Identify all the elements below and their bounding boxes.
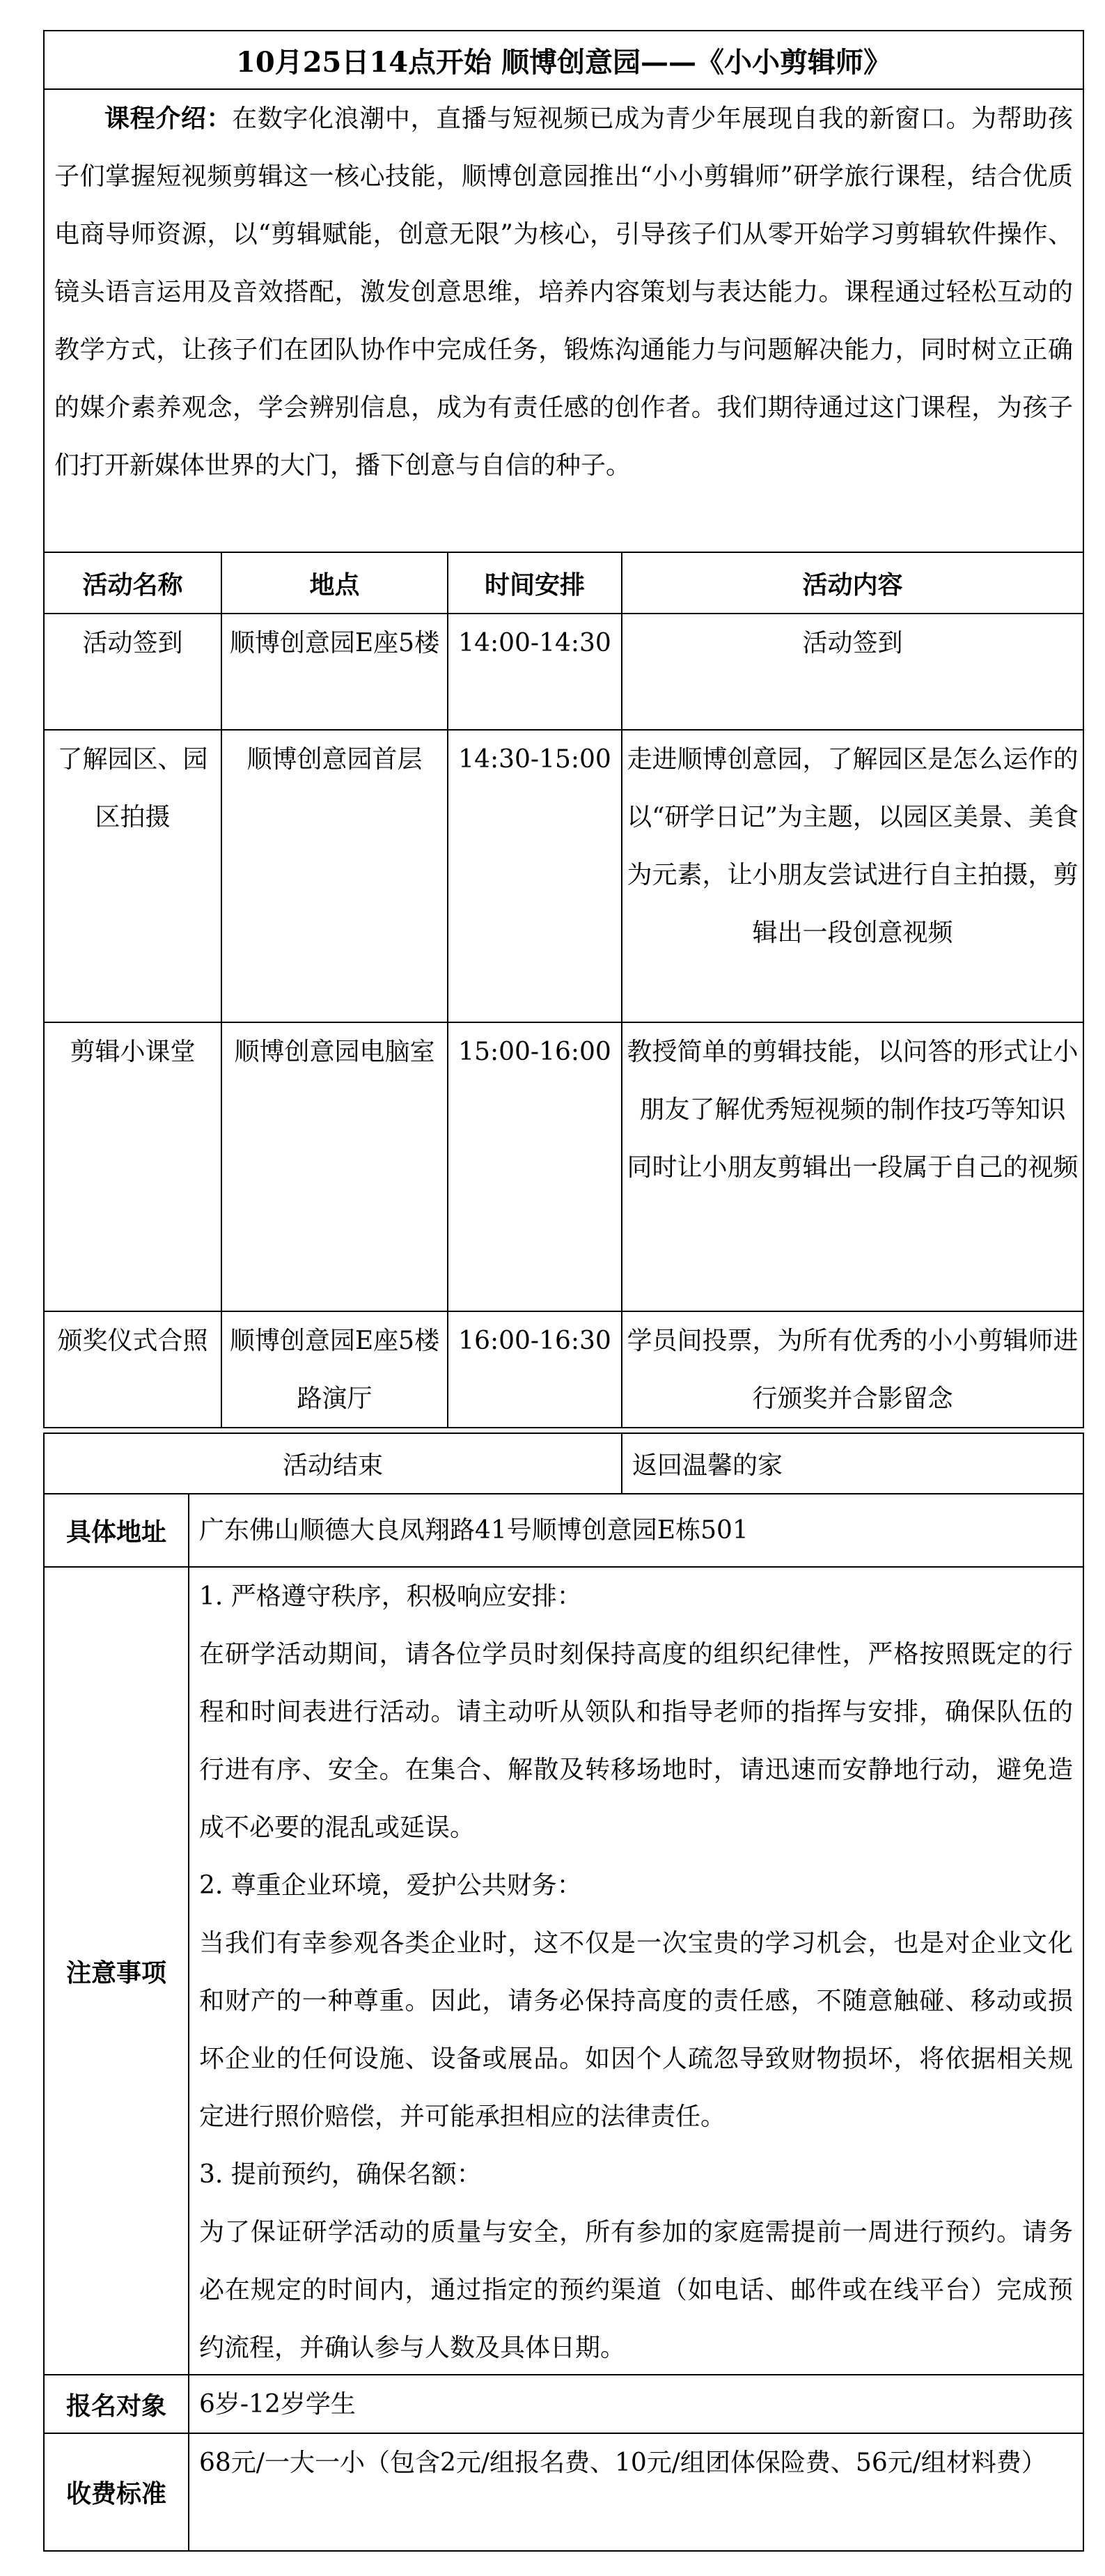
address-row bbox=[45, 1493, 1083, 1566]
audience-value: 6岁-12岁学生 bbox=[188, 2375, 1083, 2433]
ending-row bbox=[45, 1434, 1083, 1493]
header-content: 活动内容 bbox=[621, 553, 1083, 613]
fee-label: 收费标准 bbox=[65, 2479, 166, 2508]
activity-content: 走进顺博创意园，了解园区是怎么运作的 以“研学日记”为主题，以园区美景、美食为元素，让小朋友尝试进行自主拍摄，剪辑出一段创意视频 bbox=[621, 731, 1083, 1022]
activity-name: 活动签到 bbox=[82, 629, 183, 657]
activity-time: 15:00-16:00 bbox=[447, 1023, 621, 1311]
activity-time: 16:00-16:30 bbox=[447, 1312, 621, 1427]
audience-label: 报名对象 bbox=[65, 2391, 166, 2421]
ending-value: 返回温馨的家 bbox=[621, 1434, 1083, 1493]
title-row bbox=[45, 31, 1083, 88]
activity-time: 14:00-14:30 bbox=[447, 614, 621, 729]
address-label: 具体地址 bbox=[65, 1517, 166, 1547]
course-intro bbox=[45, 90, 1083, 552]
table-row bbox=[45, 729, 1083, 1022]
course-document bbox=[43, 30, 1084, 2552]
activity-content: 学员间投票，为所有优秀的小小剪辑师进行颁奖并合影留念 bbox=[621, 1312, 1083, 1427]
notes-label: 注意事项 bbox=[65, 1958, 166, 1988]
intro-row bbox=[45, 88, 1083, 552]
intro-label: 课程介绍： bbox=[104, 104, 233, 133]
ending-label: 活动结束 bbox=[282, 1451, 383, 1480]
activity-name: 了解园区、园区拍摄 bbox=[57, 745, 208, 832]
activity-content: 活动签到 bbox=[621, 614, 1083, 729]
schedule-header-row bbox=[45, 552, 1083, 613]
fee-row bbox=[45, 2433, 1083, 2550]
info-table bbox=[43, 1433, 1084, 2552]
schedule-table bbox=[43, 30, 1084, 1428]
activity-name: 颁奖仪式合照 bbox=[57, 1327, 208, 1355]
header-time: 时间安排 bbox=[447, 553, 621, 613]
activity-place: 顺博创意园E座5楼路演厅 bbox=[221, 1312, 447, 1427]
fee-value: 68元/一大一小（包含2元/组报名费、10元/组团体保险费、56元/组材料费） bbox=[188, 2434, 1083, 2550]
intro-text: 在数字化浪潮中，直播与短视频已成为青少年展现自我的新窗口。为帮助孩子们掌握短视频剪辑这一核心技能，顺博创意园推出“小小剪辑师”研学旅行课程，结合优质电商导师资源，以“剪辑赋能，创意无限”为核心，引导孩子们从零开始学习剪辑软件操作、镜头语言运用及音效搭配，激发创意思维，培养内容策划与表达能力。课程通过轻松互动的教学方式，让孩子们在团队协作中完成任务，锻炼沟通能力与问题解决能力，同时树立正确的媒介素养观念，学会辨别信息，成为有责任感的创作者。我们期待通过这门课程，为孩子们打开新媒体世界的大门，播下创意与自信的种子。 bbox=[54, 104, 1073, 480]
header-activity-name: 活动名称 bbox=[82, 570, 183, 600]
notes-value: 1. 严格遵守秩序，积极响应安排： 在研学活动期间，请各位学员时刻保持高度的组织纪律性，严格按照既定的行程和时间表进行活动。请主动听从领队和指导老师的指挥与安排，确保队伍的行进有序、安全。在集合、解散及转移场地时，请迅速而安静地行动，避免造成不必要的混乱或延误。 2. 尊重企业环境，爱护公共财务： 当我们有幸参观各类企业时，这不仅是一次宝贵的学习机会，也是对企业文化和财产的一种尊重。因此，请务必保持高度的责任感，不随意触碰、移动或损坏企业的任何设施、设备或展品。如因个人疏忽导致财物损坏，将依据相关规定进行照价赔偿，并可能承担相应的法律责任。 3. 提前预约，确保名额： 为了保证研学活动的质量与安全，所有参加的家庭需提前一周进行预约。请务必在规定的时间内，通过指定的预约渠道（如电话、邮件或在线平台）完成预约流程，并确认参与人数及具体日期。 bbox=[188, 1568, 1083, 2374]
activity-place: 顺博创意园E座5楼 bbox=[221, 614, 447, 729]
header-place: 地点 bbox=[221, 553, 447, 613]
activity-time: 14:30-15:00 bbox=[447, 731, 621, 1022]
audience-row bbox=[45, 2374, 1083, 2433]
notes-row bbox=[45, 1566, 1083, 2374]
table-row bbox=[45, 1022, 1083, 1311]
activity-name: 剪辑小课堂 bbox=[70, 1038, 196, 1066]
table-row bbox=[45, 613, 1083, 729]
activity-content: 教授简单的剪辑技能，以问答的形式让小朋友了解优秀短视频的制作技巧等知识 同时让小朋友剪辑出一段属于自己的视频 bbox=[621, 1023, 1083, 1311]
activity-place: 顺博创意园电脑室 bbox=[221, 1023, 447, 1311]
activity-place: 顺博创意园首层 bbox=[221, 731, 447, 1022]
address-value: 广东佛山顺德大良凤翔路41号顺博创意园E栋501 bbox=[188, 1494, 1083, 1566]
table-row bbox=[45, 1311, 1083, 1427]
page-title: 10月25日14点开始 顺博创意园——《小小剪辑师》 bbox=[236, 45, 891, 79]
